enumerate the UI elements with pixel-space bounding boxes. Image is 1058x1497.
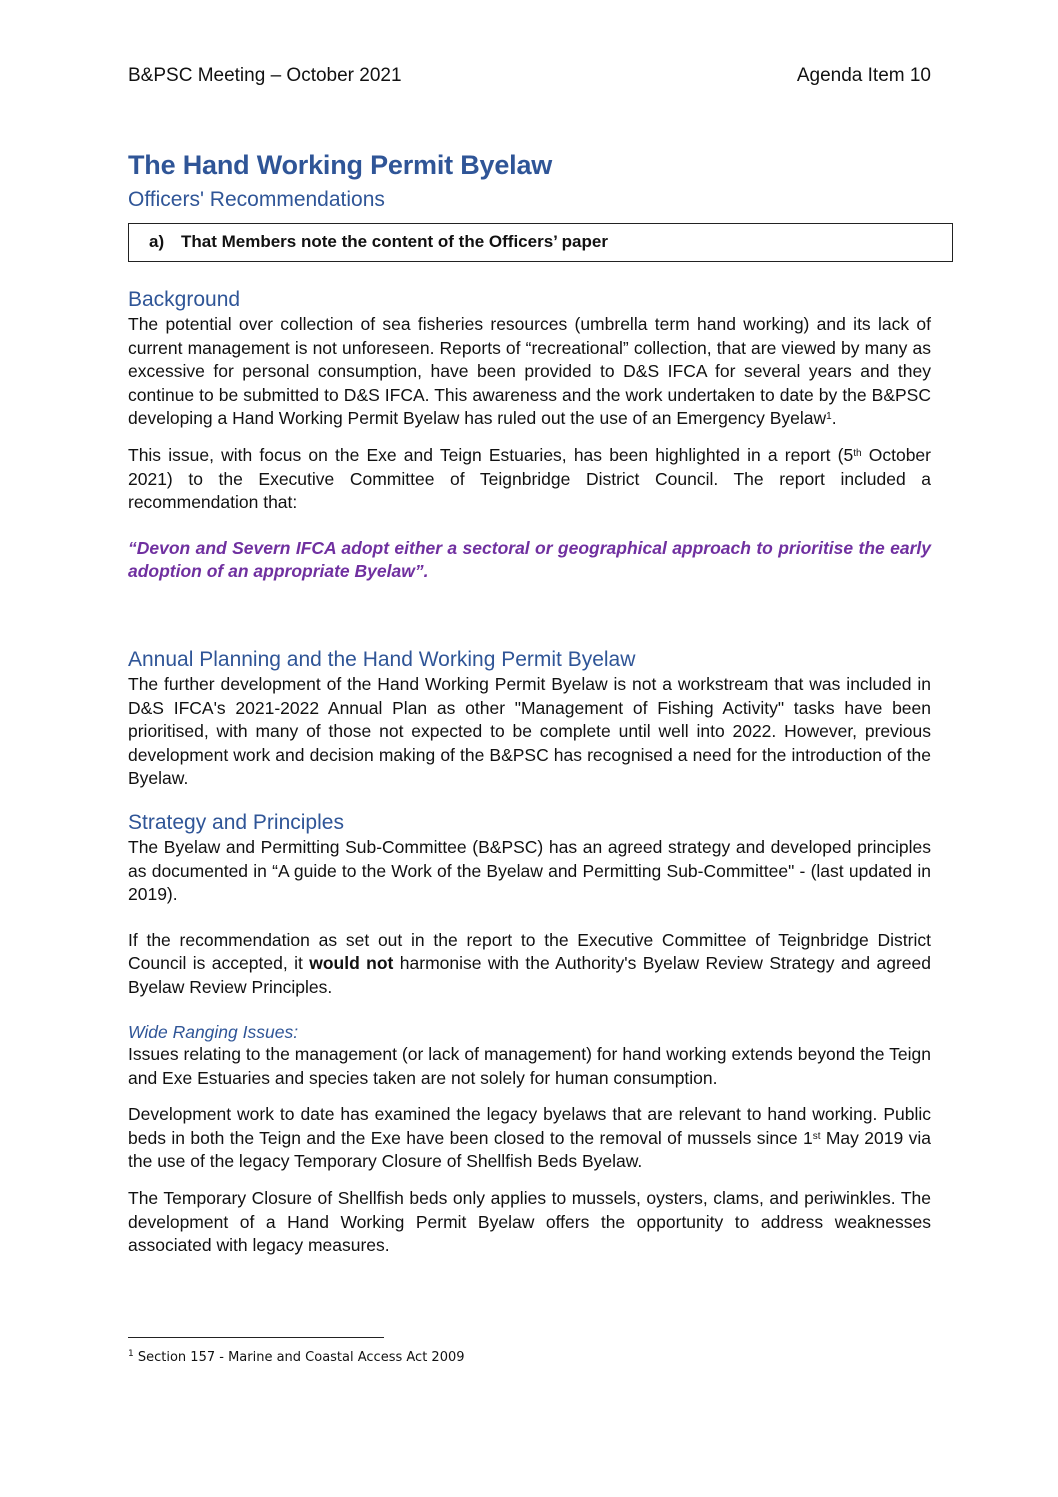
footnote-marker: 1 bbox=[128, 1349, 134, 1359]
wide-ranging-section bbox=[128, 1021, 931, 1258]
strategy-heading: Strategy and Principles bbox=[128, 811, 344, 834]
background-p2-end: October 2021) to the Executive Committee of Teignbridge District Council. The report included a recommendation that: bbox=[128, 444, 931, 513]
strategy-p2-emphasis: would not bbox=[309, 953, 394, 974]
footnote-ref: 1 bbox=[826, 411, 832, 423]
strategy-paragraph-2 bbox=[128, 929, 931, 1000]
footnote-text: Section 157 - Marine and Coastal Access Act 2009 bbox=[133, 1350, 465, 1365]
wide-ranging-subheading: Wide Ranging Issues: bbox=[128, 1022, 299, 1042]
background-paragraph-1 bbox=[128, 313, 931, 431]
annual-planning-paragraph: The further development of the Hand Working Permit Byelaw is not a workstream that was included in D&S IFCA's 2021-2022 Annual Plan as other "Management of Fishing Activity" tasks have been prioritised, with many of those not expected to be complete until well into 2022. However, previous development work and decision making of the B&PSC has recognised a need for the introduction of the Byelaw. bbox=[128, 674, 931, 789]
recommendation-marker: a) bbox=[149, 232, 165, 251]
recommendation-text: That Members note the content of the Officers’ paper bbox=[181, 232, 608, 251]
strategy-p2-end: harmonise with the Authority's Byelaw Review Strategy and agreed Byelaw Review Principles. bbox=[128, 953, 931, 997]
document-title: The Hand Working Permit Byelaw bbox=[128, 150, 553, 180]
annual-planning-heading: Annual Planning and the Hand Working Permit Byelaw bbox=[128, 648, 636, 671]
wide-ranging-paragraph-2 bbox=[128, 1103, 931, 1174]
recommendation-box bbox=[128, 223, 953, 262]
wide-p2-start: Development work to date has examined the legacy byelaws that are relevant to hand working. Public beds in both the Teign and the Exe have been closed to the removal of mussels since 1 bbox=[128, 1104, 931, 1148]
background-paragraph-2 bbox=[128, 444, 931, 515]
strategy-section bbox=[128, 810, 931, 1000]
ordinal-suffix: st bbox=[812, 1130, 821, 1142]
wide-ranging-paragraph-3: The Temporary Closure of Shellfish beds only applies to mussels, oysters, clams, and periwinkles. The development of a Hand Working Permit Byelaw offers the opportunity to address weaknesses associated with legacy measures. bbox=[128, 1187, 931, 1256]
strategy-p2-start: If the recommendation as set out in the report to the Executive Committee of Teignbridge District Council is accepted, it bbox=[128, 929, 931, 974]
wide-ranging-paragraph-1: Issues relating to the management (or lack of management) for hand working extends beyond the Teign and Exe Estuaries and species taken are not solely for human consumption. bbox=[128, 1044, 931, 1088]
background-p2-start: This issue, with focus on the Exe and Teign Estuaries, has been highlighted in a report (5 bbox=[128, 444, 854, 465]
header-meeting: B&PSC Meeting – October 2021 bbox=[128, 65, 402, 86]
background-section bbox=[128, 287, 931, 584]
footnote-divider bbox=[128, 1337, 384, 1338]
strategy-paragraph-1: The Byelaw and Permitting Sub-Committee (B&PSC) has an agreed strategy and developed principles as documented in “A guide to the Work of the Byelaw and Permitting Sub-Committee" - (last updated in 2019). bbox=[128, 837, 931, 905]
footnote bbox=[128, 1350, 465, 1365]
annual-planning-section bbox=[128, 647, 931, 791]
recommendation-item bbox=[149, 232, 608, 252]
background-heading: Background bbox=[128, 288, 241, 311]
header-agenda-item: Agenda Item 10 bbox=[796, 65, 931, 86]
wide-p2-end: May 2019 via the use of the legacy Temporary Closure of Shellfish Beds Byelaw. bbox=[128, 1127, 931, 1172]
document-subtitle: Officers' Recommendations bbox=[128, 188, 385, 211]
background-p1-end: . bbox=[831, 408, 837, 429]
background-p1-text: The potential over collection of sea fisheries resources (umbrella term hand working) and its lack of current management is not unforeseen. Reports of “recreational” collection, that are viewed by many as excessive for personal consumption, have been provided to D&S IFCA for several years and they continue to be submitted to D&S IFCA. This awareness and the work undertaken to date by the B&PSC developing a Hand Working Permit Byelaw has ruled out the use of an Emergency Byelaw bbox=[128, 314, 931, 429]
ordinal-suffix: th bbox=[853, 447, 862, 459]
council-recommendation-quote: “Devon and Severn IFCA adopt either a sectoral or geographical approach to prioritise the early adoption of an appropriate Byelaw”. bbox=[128, 537, 931, 582]
